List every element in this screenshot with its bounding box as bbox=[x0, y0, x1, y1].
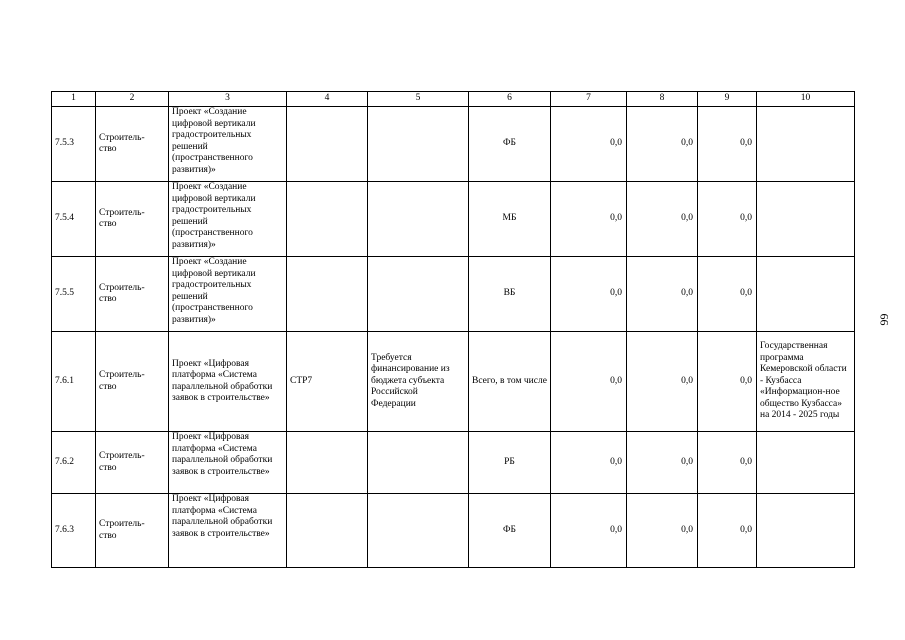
row-value-7: 0,0 bbox=[551, 332, 627, 432]
row-value-8: 0,0 bbox=[627, 494, 698, 568]
row-value-7: 0,0 bbox=[551, 182, 627, 257]
row-code: 7.6.1 bbox=[52, 332, 96, 432]
row-project: Проект «Создание цифровой вертикали градостроительных решений (пространственного развития)» bbox=[169, 107, 287, 182]
column-header: 5 bbox=[368, 92, 469, 107]
column-header: 3 bbox=[169, 92, 287, 107]
row-col10 bbox=[757, 107, 855, 182]
row-source: МБ bbox=[469, 182, 551, 257]
column-header: 1 bbox=[52, 92, 96, 107]
row-value-7: 0,0 bbox=[551, 257, 627, 332]
row-col10 bbox=[757, 432, 855, 494]
row-value-8: 0,0 bbox=[627, 332, 698, 432]
row-col10 bbox=[757, 182, 855, 257]
row-sector: Строитель- ство bbox=[96, 332, 169, 432]
row-col5 bbox=[368, 257, 469, 332]
column-header: 4 bbox=[287, 92, 368, 107]
row-col5 bbox=[368, 182, 469, 257]
table-row bbox=[52, 182, 855, 257]
row-col5: Требуется финансирование из бюджета субъекта Российской Федерации bbox=[368, 332, 469, 432]
row-code: 7.5.4 bbox=[52, 182, 96, 257]
table-row bbox=[52, 494, 855, 568]
row-value-7: 0,0 bbox=[551, 107, 627, 182]
row-value-9: 0,0 bbox=[698, 257, 757, 332]
table-row bbox=[52, 257, 855, 332]
row-col4 bbox=[287, 182, 368, 257]
column-header: 10 bbox=[757, 92, 855, 107]
row-source: ВБ bbox=[469, 257, 551, 332]
row-project: Проект «Создание цифровой вертикали градостроительных решений (пространственного развития)» bbox=[169, 257, 287, 332]
row-col4: СТР7 bbox=[287, 332, 368, 432]
row-code: 7.6.3 bbox=[52, 494, 96, 568]
row-sector: Строитель- ство bbox=[96, 432, 169, 494]
row-value-7: 0,0 bbox=[551, 432, 627, 494]
row-col4 bbox=[287, 494, 368, 568]
row-col5 bbox=[368, 494, 469, 568]
row-code: 7.5.5 bbox=[52, 257, 96, 332]
row-sector: Строитель- ство bbox=[96, 257, 169, 332]
row-col5 bbox=[368, 432, 469, 494]
row-project: Проект «Цифровая платформа «Система параллельной обработки заявок в строительстве» bbox=[169, 432, 287, 494]
row-value-9: 0,0 bbox=[698, 432, 757, 494]
table-row bbox=[52, 107, 855, 182]
column-header: 2 bbox=[96, 92, 169, 107]
row-value-8: 0,0 bbox=[627, 432, 698, 494]
row-col10 bbox=[757, 257, 855, 332]
column-header: 6 bbox=[469, 92, 551, 107]
row-project: Проект «Создание цифровой вертикали градостроительных решений (пространственного развития)» bbox=[169, 182, 287, 257]
table-row bbox=[52, 332, 855, 432]
row-code: 7.5.3 bbox=[52, 107, 96, 182]
column-header: 9 bbox=[698, 92, 757, 107]
budget-table bbox=[51, 91, 855, 568]
row-value-8: 0,0 bbox=[627, 107, 698, 182]
row-col4 bbox=[287, 257, 368, 332]
row-sector: Строитель- ство bbox=[96, 107, 169, 182]
row-sector: Строитель- ство bbox=[96, 182, 169, 257]
row-project: Проект «Цифровая платформа «Система параллельной обработки заявок в строительстве» bbox=[169, 332, 287, 432]
row-col4 bbox=[287, 432, 368, 494]
row-value-9: 0,0 bbox=[698, 332, 757, 432]
page-number: 66 bbox=[877, 313, 892, 326]
row-source: РБ bbox=[469, 432, 551, 494]
row-value-8: 0,0 bbox=[627, 257, 698, 332]
row-col5 bbox=[368, 107, 469, 182]
row-code: 7.6.2 bbox=[52, 432, 96, 494]
header-row bbox=[52, 92, 855, 107]
row-value-9: 0,0 bbox=[698, 494, 757, 568]
column-header: 8 bbox=[627, 92, 698, 107]
table-row bbox=[52, 432, 855, 494]
row-sector: Строитель- ство bbox=[96, 494, 169, 568]
row-project: Проект «Цифровая платформа «Система параллельной обработки заявок в строительстве» bbox=[169, 494, 287, 568]
row-col4 bbox=[287, 107, 368, 182]
row-source: Всего, в том числе bbox=[469, 332, 551, 432]
row-col10: Государственная программа Кемеровской области - Кузбасса «Информацион-ное общество Кузбасса» на 2014 - 2025 годы bbox=[757, 332, 855, 432]
row-value-7: 0,0 bbox=[551, 494, 627, 568]
row-value-8: 0,0 bbox=[627, 182, 698, 257]
column-header: 7 bbox=[551, 92, 627, 107]
row-col10 bbox=[757, 494, 855, 568]
row-value-9: 0,0 bbox=[698, 107, 757, 182]
row-source: ФБ bbox=[469, 107, 551, 182]
row-value-9: 0,0 bbox=[698, 182, 757, 257]
row-source: ФБ bbox=[469, 494, 551, 568]
